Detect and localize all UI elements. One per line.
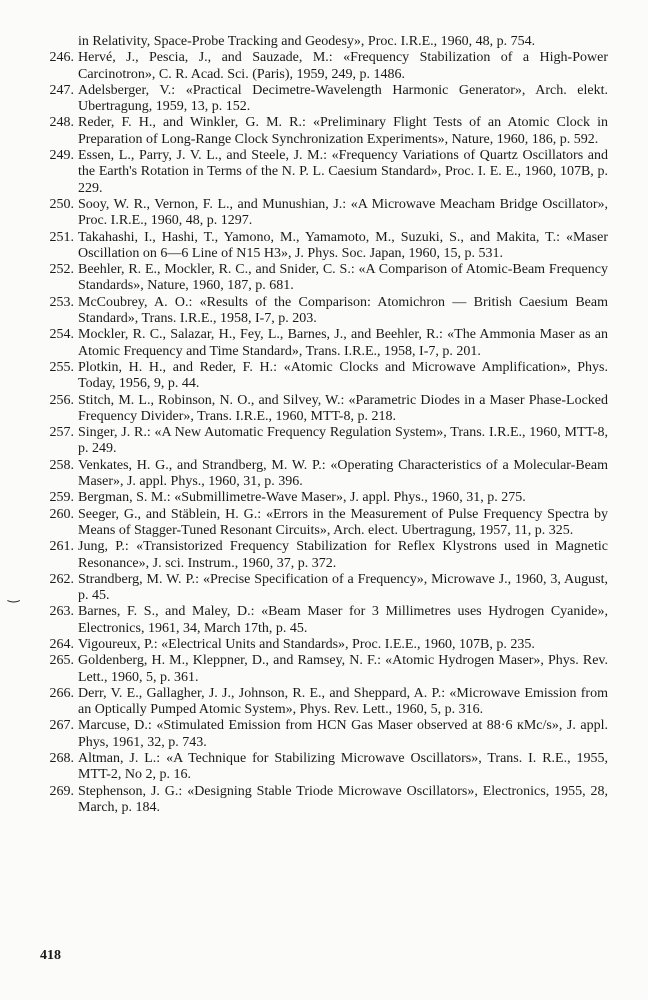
margin-mark: ‿ — [8, 588, 20, 603]
reference-text: Derr, V. E., Gallagher, J. J., Johnson, R. E., and Sheppard, A. P.: «Microwave Emission from an Optically Pumped Atomic System», Phys. Rev. Lett., 1960, 5, p. 316. — [78, 685, 608, 718]
reference-item — [40, 115, 608, 148]
reference-item — [40, 197, 608, 230]
reference-number: 265. — [49, 653, 74, 669]
reference-item — [40, 718, 608, 751]
reference-item — [40, 572, 608, 605]
reference-entries — [40, 50, 608, 816]
reference-number: 260. — [49, 506, 74, 522]
reference-text: Beehler, R. E., Mockler, R. C., and Snider, C. S.: «A Comparison of Atomic-Beam Frequency Standards», Nature, 1960, 187, p. 681. — [78, 262, 608, 294]
reference-text: Seeger, G., and Stäblein, H. G.: «Errors in the Measurement of Pulse Frequency Spectra by Means of Stagger-Tuned Resonant Circuits», Arch. elect. Ubertragung, 1957, 11, p. 325. — [78, 506, 608, 538]
reference-number: 252. — [49, 262, 74, 278]
reference-item — [40, 148, 608, 197]
reference-number: 269. — [49, 783, 74, 799]
continued-reference: in Relativity, Space-Probe Tracking and Geodesy», Proc. I.R.E., 1960, 48, p. 754. — [78, 34, 536, 49]
reference-number: 262. — [49, 571, 74, 587]
reference-text: Vigoureux, P.: «Electrical Units and Standards», Proc. I.E.E., 1960, 107B, p. 235. — [78, 636, 535, 652]
reference-text: Barnes, F. S., and Maley, D.: «Beam Maser for 3 Millimetres uses Hydrogen Cyanide», Electronics, 1961, 34, March 17th, p. 45. — [78, 604, 608, 636]
reference-text: Plotkin, H. H., and Reder, F. H.: «Atomic Clocks and Microwave Amplification», Phys. Today, 1956, 9, p. 44. — [78, 359, 608, 392]
reference-text: Marcuse, D.: «Stimulated Emission from HCN Gas Maser observed at 88·6 кMc/s», J. appl. Phys, 1961, 32, p. 743. — [78, 718, 608, 750]
reference-item — [40, 262, 608, 295]
reference-text: Mockler, R. C., Salazar, H., Fey, L., Barnes, J., and Beehler, R.: «The Ammonia Maser as an Atomic Frequency and Time Standard», Trans. I.R.E., 1958, I-7, p. 201. — [78, 327, 608, 359]
reference-item — [40, 686, 608, 719]
reference-item — [40, 393, 608, 426]
reference-number: 263. — [49, 604, 74, 620]
reference-text: Adelsberger, V.: «Practical Decimetre-Wavelength Harmonic Generator», Arch. elekt. Ubertragung, 1959, 13, p. 152. — [78, 82, 608, 115]
reference-item — [40, 83, 608, 116]
reference-number: 259. — [49, 490, 74, 506]
reference-text: Sooy, W. R., Vernon, F. L., and Munushian, J.: «A Microwave Meacham Bridge Oscillator», Proc. I.R.E., 1960, 48, p. 1297. — [78, 196, 608, 229]
reference-text: McCoubrey, A. O.: «Results of the Comparison: Atomichron — British Caesium Beam Standard», Trans. I.R.E., 1958, I-7, p. 203. — [78, 294, 608, 327]
reference-number: 257. — [49, 425, 74, 441]
reference-text: Bergman, S. M.: «Submillimetre-Wave Maser», J. appl. Phys., 1960, 31, p. 275. — [78, 490, 526, 506]
reference-item — [40, 784, 608, 817]
reference-number: 251. — [49, 229, 74, 245]
reference-text: Essen, L., Parry, J. V. L., and Steele, J. M.: «Frequency Variations of Quartz Oscillators and the Earth's Rotation in Terms of the N. P. L. Caesium Standard», Proc. I. E. E., 1960, 107B, p. 229. — [78, 148, 608, 196]
reference-item — [40, 360, 608, 393]
reference-item — [40, 653, 608, 686]
reference-text: Singer, J. R.: «A New Automatic Frequency Regulation System», Trans. I.R.E., 1960, MTT-8, p. 249. — [78, 425, 608, 457]
reference-text: Altman, J. L.: «A Technique for Stabilizing Microwave Oscillators», Trans. I. R.E., 1955, MTT-2, No 2, p. 16. — [78, 751, 608, 783]
reference-number: 248. — [49, 115, 74, 131]
reference-number: 268. — [49, 751, 74, 767]
reference-item — [40, 458, 608, 491]
reference-item — [40, 327, 608, 360]
reference-text: Stephenson, J. G.: «Designing Stable Triode Microwave Oscillators», Electronics, 1955, 28, March, p. 184. — [78, 783, 608, 815]
reference-number: 267. — [49, 718, 74, 734]
reference-number: 249. — [49, 148, 74, 164]
reference-text: Venkates, H. G., and Strandberg, M. W. P.: «Operating Characteristics of a Molecular-Beam Maser», J. appl. Phys., 1960, 31, p. 396. — [78, 457, 608, 490]
reference-number: 264. — [49, 636, 74, 652]
reference-number: 254. — [49, 327, 74, 343]
reference-text: Goldenberg, H. M., Kleppner, D., and Ramsey, N. F.: «Atomic Hydrogen Maser», Phys. Rev. Lett., 1960, 5, p. 361. — [78, 653, 608, 685]
page-number: 418 — [40, 948, 61, 963]
reference-item — [40, 425, 608, 458]
reference-text: Hervé, J., Pescia, J., and Sauzade, M.: «Frequency Stabilization of a High-Power Carcinotron», C. R. Acad. Sci. (Paris), 1959, 249, p. 1486. — [78, 50, 608, 82]
reference-item — [40, 604, 608, 637]
reference-item — [40, 50, 608, 83]
reference-number: 256. — [49, 392, 74, 408]
reference-number: 246. — [49, 50, 74, 66]
reference-number: 247. — [49, 82, 74, 98]
reference-text: Reder, F. H., and Winkler, G. M. R.: «Preliminary Flight Tests of an Atomic Clock in Preparation of Long-Range Clock Synchronization Experiments», Nature, 1960, 186, p. 592. — [78, 115, 608, 147]
reference-text: Stitch, M. L., Robinson, N. O., and Silvey, W.: «Parametric Diodes in a Maser Phase-Locked Frequency Divider», Trans. I.R.E., 1960, MTT-8, p. 218. — [78, 392, 608, 424]
reference-text: Strandberg, M. W. P.: «Precise Specification of a Frequency», Microwave J., 1960, 3, August, p. 45. — [78, 571, 608, 604]
reference-text: Jung, P.: «Transistorized Frequency Stabilization for Reflex Klystrons used in Magnetic Resonance», J. sci. Instrum., 1960, 37, p. 372. — [78, 539, 608, 571]
reference-item — [40, 490, 608, 506]
reference-item — [40, 637, 608, 653]
reference-item — [40, 230, 608, 263]
reference-item — [40, 539, 608, 572]
reference-number: 266. — [49, 685, 74, 701]
reference-item — [40, 295, 608, 328]
reference-number: 250. — [49, 196, 74, 212]
reference-number: 255. — [49, 359, 74, 375]
reference-text: Takahashi, I., Hashi, T., Yamono, M., Yamamoto, M., Suzuki, S., and Makita, T.: «Maser Oscillation on 6—6 Line of N15 H3», J. Phys. Soc. Japan, 1960, 15, p. 531. — [78, 229, 608, 261]
reference-item — [40, 751, 608, 784]
reference-number: 258. — [49, 457, 74, 473]
reference-number: 253. — [49, 294, 74, 310]
reference-number: 261. — [49, 539, 74, 555]
reference-item — [40, 507, 608, 540]
reference-list — [40, 34, 608, 816]
